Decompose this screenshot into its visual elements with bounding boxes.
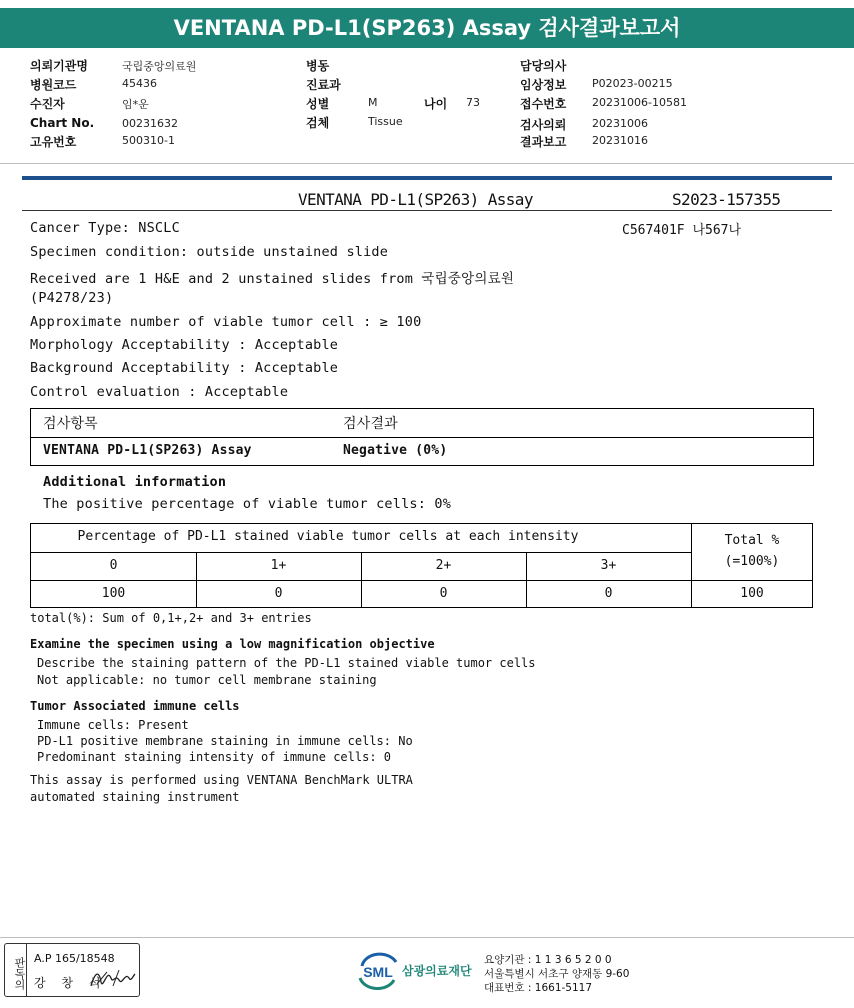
confirm-label: 판독의 [5,944,27,996]
sub-code: C567401F 나567나 [622,223,742,238]
intensity-value: 0 [604,586,613,601]
header-label: 접수번호 [520,97,567,111]
header-value: 20231006 [592,117,648,130]
intensity-level: 1+ [270,558,287,573]
assay-title: VENTANA PD-L1(SP263) Assay [298,190,533,209]
specimen-number: S2023-157355 [672,190,781,209]
total-value: 100 [740,586,764,601]
result-value: Negative (0%) [343,443,448,458]
header-label: 수진자 [30,97,65,111]
header-label: 의뢰기관명 [30,59,88,73]
header-value: 500310-1 [122,134,175,147]
header-value: P02023-00215 [592,77,673,90]
header-label: 담당의사 [520,59,567,73]
background-acceptability: Background Acceptability : Acceptable [30,360,339,376]
intensity-level: 2+ [435,558,452,573]
specimen-condition: Specimen condition: outside unstained slide [30,244,389,260]
header-label: 나이 [424,97,448,111]
header-value: 73 [466,96,480,109]
immune-line: Immune cells: Present [37,718,189,732]
header-value: Tissue [368,115,403,128]
ap-number: A.P 165/18548 [34,952,115,965]
pathologist-name: 강 창 석 [34,976,107,990]
header-label: 결과보고 [520,135,567,149]
total-note: total(%): Sum of 0,1+,2+ and 3+ entries [30,611,312,625]
instrument-line: automated staining instrument [30,790,240,804]
additional-text: The positive percentage of viable tumor cells: 0% [43,496,452,512]
column-header-result: 검사결과 [343,416,398,432]
column-header-item: 검사항목 [43,416,98,432]
intensity-value: 100 [101,586,126,601]
section-rule [22,176,832,180]
intensity-value: 0 [439,586,448,601]
footer-divider [0,937,854,938]
result-item: VENTANA PD-L1(SP263) Assay [43,443,252,458]
header-label: 고유번호 [30,135,77,149]
header-value: M [368,96,378,109]
lab-phone: 대표번호 : 1661-5117 [484,982,593,994]
signature-image [89,964,137,992]
cancer-type: Cancer Type: NSCLC [30,220,180,236]
pathologist-stamp [4,943,140,997]
viable-tumor-cells: Approximate number of viable tumor cell : ≥ 100 [30,314,422,330]
header-value: 45436 [122,77,157,90]
header-value: 임*운 [122,98,149,111]
instrument-line: This assay is performed using VENTANA BenchMark ULTRA [30,773,413,787]
examine-heading: Examine the specimen using a low magnification objective [30,637,435,651]
intensity-level: 3+ [600,558,617,573]
lab-logo [356,950,400,990]
immune-line: PD-L1 positive membrane staining in immune cells: No [37,734,413,748]
table-divider [31,437,813,438]
received-slides: Received are 1 H&E and 2 unstained slides from 국립중앙의료원 [30,271,515,287]
header-value: 20231016 [592,134,648,147]
lab-info: 요양기관 : 1 1 3 6 5 2 0 0 [484,954,612,966]
examine-line: Not applicable: no tumor cell membrane staining [37,673,377,687]
result-table [30,408,814,466]
intensity-header: Percentage of PD-L1 stained viable tumor cells at each intensity [77,529,579,544]
grid-line [31,580,812,581]
logo-text: SML [363,964,393,980]
control-evaluation: Control evaluation : Acceptable [30,384,289,400]
intensity-table [30,523,813,608]
intensity-level: 0 [109,558,118,573]
header-label: 검사의뢰 [520,118,567,132]
reference-number: (P4278/23) [30,290,114,306]
header-label: Chart No. [30,116,95,130]
immune-heading: Tumor Associated immune cells [30,699,240,713]
header-value: 20231006-10581 [592,96,687,109]
header-label: 병동 [306,59,330,73]
header-value: 국립중앙의료원 [122,60,197,73]
header-divider [0,163,854,164]
immune-line: Predominant staining intensity of immune cells: 0 [37,750,392,764]
total-header: Total % [724,533,780,548]
header-label: 성별 [306,97,330,111]
header-label: 검체 [306,116,330,130]
title-underline [22,210,832,211]
header-label: 임상정보 [520,78,567,92]
morphology-acceptability: Morphology Acceptability : Acceptable [30,337,339,353]
header-label: 병원코드 [30,78,77,92]
patient-header [0,57,854,153]
header-label: 진료과 [306,78,341,92]
total-header-sub: (=100%) [724,554,780,569]
lab-address: 서울특별시 서초구 양재동 9-60 [484,968,630,980]
lab-name: 삼광의료재단 [402,964,472,978]
intensity-value: 0 [274,586,283,601]
report-title: VENTANA PD-L1(SP263) Assay 검사결과보고서 [0,8,854,48]
header-value: 00231632 [122,117,178,130]
examine-line: Describe the staining pattern of the PD-L1 stained viable tumor cells [37,656,536,670]
additional-heading: Additional information [43,474,227,490]
